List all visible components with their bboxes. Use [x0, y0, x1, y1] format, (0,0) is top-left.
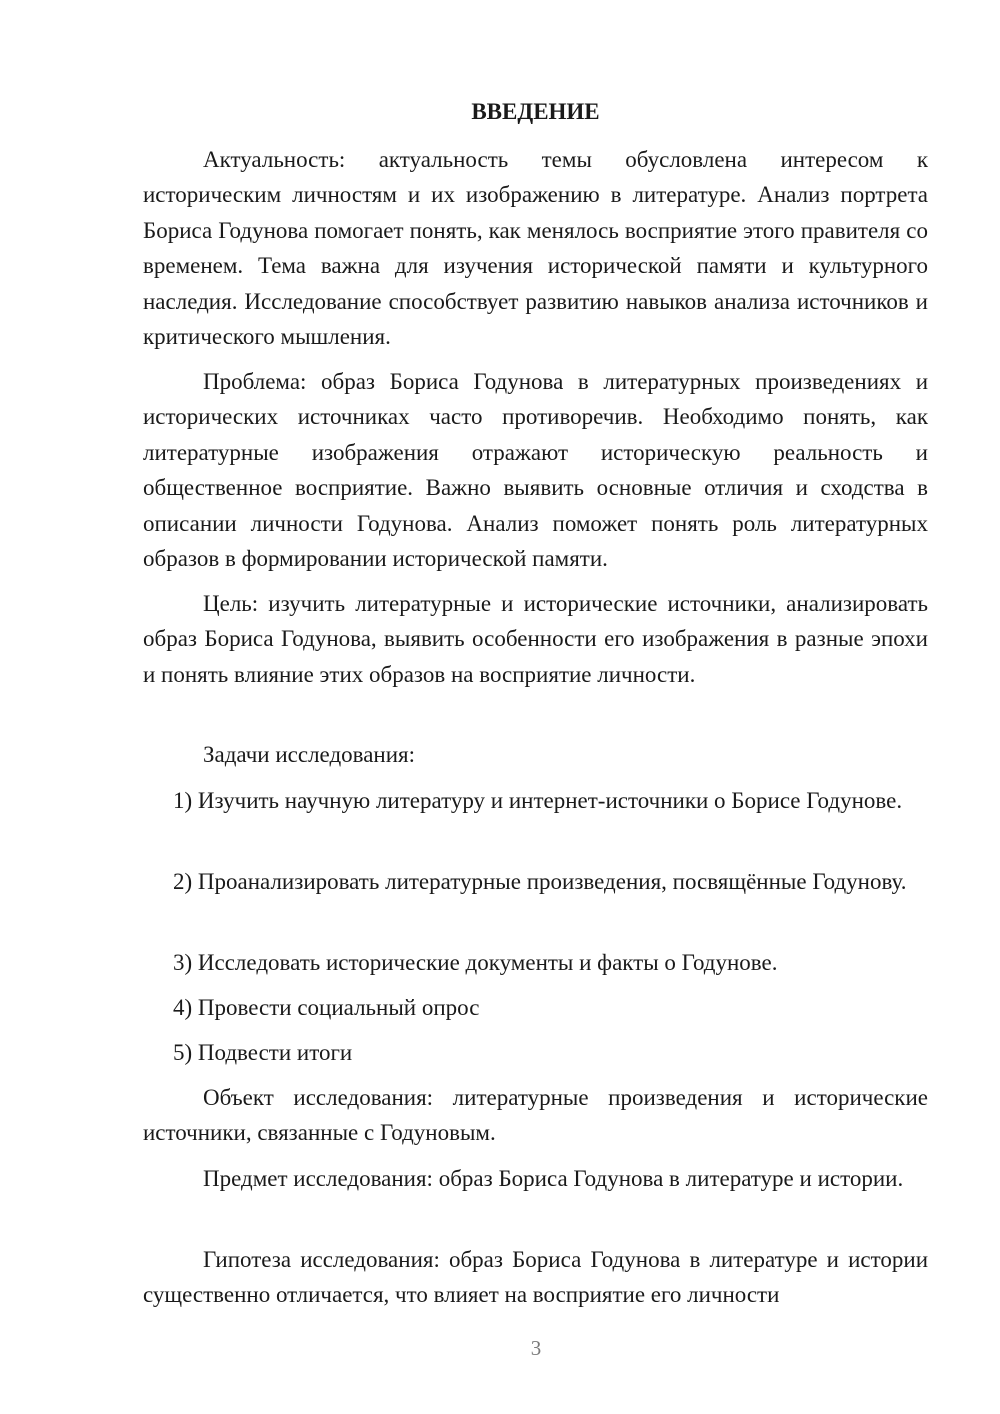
task-item-2: 2) Проанализировать литературные произведения, посвящённые Годунову. — [173, 869, 907, 894]
paragraph-relevance: Актуальность: актуальность темы обусловлена интересом к историческим личностям и их изображению в литературе. Анализ портрета Бориса Годунова помогает понять, как менялось восприятие этого правителя со временем. Тема важна для изучения исторической памяти и культурного наследия. Исследование способствует развитию навыков анализа источников и критического мышления. — [143, 147, 928, 350]
task-item-5: 5) Подвести итоги — [173, 1040, 353, 1065]
paragraph-problem: Проблема: образ Бориса Годунова в литературных произведениях и исторических источниках часто противоречив. Необходимо понять, как литературные изображения отражают историческую реальность и общественное восприятие. Важно выявить основные отличия и сходства в описании личности Годунова. Анализ поможет понять роль литературных образов в формировании исторической памяти. — [143, 369, 928, 572]
paragraph-hypothesis: Гипотеза исследования: образ Бориса Годунова в литературе и истории существенно отличается, что влияет на восприятие его личности — [143, 1247, 928, 1308]
task-item-4: 4) Провести социальный опрос — [173, 995, 480, 1020]
page-number: 3 — [530, 1336, 542, 1360]
paragraph-object: Объект исследования: литературные произведения и исторические источники, связанные с Годуновым. — [143, 1085, 928, 1146]
task-item-3: 3) Исследовать исторические документы и факты о Годунове. — [173, 950, 778, 975]
section-title: ВВЕДЕНИЕ — [471, 99, 600, 124]
tasks-heading: Задачи исследования: — [203, 742, 416, 767]
task-item-1: 1) Изучить научную литературу и интернет-источники о Борисе Годунове. — [173, 788, 903, 813]
paragraph-subject: Предмет исследования: образ Бориса Годунова в литературе и истории. — [203, 1166, 904, 1191]
paragraph-goal: Цель: изучить литературные и исторические источники, анализировать образ Бориса Годунова, выявить особенности его изображения в разные эпохи и понять влияние этих образов на восприятие личности. — [143, 591, 928, 687]
